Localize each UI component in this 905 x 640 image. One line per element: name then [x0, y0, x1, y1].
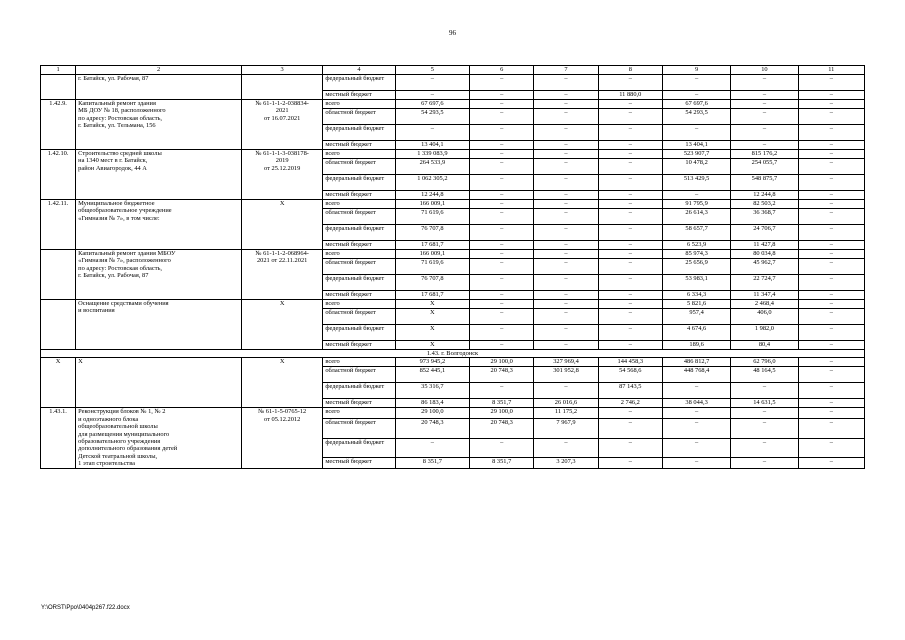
funding-source: местный бюджет — [323, 241, 395, 250]
value-cell: – — [798, 150, 864, 159]
value-cell: – — [470, 325, 534, 341]
value-cell: 58 657,7 — [662, 225, 730, 241]
value-cell: 85 974,3 — [662, 250, 730, 259]
value-cell: – — [534, 109, 598, 125]
value-cell: – — [798, 419, 864, 438]
value-cell: – — [470, 241, 534, 250]
value-cell: 13 404,1 — [395, 141, 469, 150]
value-cell: – — [731, 75, 798, 91]
value-cell: – — [395, 438, 469, 457]
value-cell: – — [534, 383, 598, 399]
value-cell: 6 523,9 — [662, 241, 730, 250]
group-row — [41, 150, 865, 159]
group-row — [41, 408, 865, 419]
value-cell: – — [470, 275, 534, 291]
value-cell: – — [534, 175, 598, 191]
page-number: 96 — [449, 29, 456, 37]
item-description: Х — [76, 358, 242, 408]
value-cell: 12 244,8 — [731, 191, 798, 200]
value-cell: 71 619,6 — [395, 259, 469, 275]
value-cell: 29 100,0 — [395, 408, 469, 419]
value-cell: – — [798, 341, 864, 350]
value-cell: – — [534, 91, 598, 100]
value-cell: – — [598, 309, 662, 325]
value-cell: – — [534, 75, 598, 91]
value-cell: – — [662, 191, 730, 200]
value-cell: – — [731, 408, 798, 419]
value-cell: – — [662, 457, 730, 468]
value-cell: – — [662, 125, 730, 141]
value-cell: – — [598, 275, 662, 291]
value-cell: – — [470, 100, 534, 109]
value-cell: – — [470, 209, 534, 225]
value-cell: – — [534, 191, 598, 200]
value-cell: – — [534, 125, 598, 141]
funding-source: местный бюджет — [323, 399, 395, 408]
value-cell: – — [395, 75, 469, 91]
funding-source: местный бюджет — [323, 91, 395, 100]
value-cell: – — [598, 325, 662, 341]
value-cell: – — [534, 341, 598, 350]
document-number: Х — [241, 200, 322, 250]
value-cell: 10 478,2 — [662, 159, 730, 175]
value-cell: – — [662, 438, 730, 457]
header-cell-8: 8 — [598, 66, 662, 75]
value-cell: 4 674,6 — [662, 325, 730, 341]
value-cell: 852 445,1 — [395, 367, 469, 383]
value-cell: – — [798, 259, 864, 275]
value-cell: 486 812,7 — [662, 358, 730, 367]
header-cell-5: 5 — [395, 66, 469, 75]
value-cell: 54 293,5 — [662, 109, 730, 125]
item-description: Реконструкция блоков № 1, № 2 и одноэтажного блока общеобразовательной школы для размещения муниципального образовательного учреждения дополнительного образования детей Детской театральной школы, 1 этап строительства — [76, 408, 242, 468]
value-cell: – — [470, 125, 534, 141]
value-cell: 11 175,2 — [534, 408, 598, 419]
value-cell: 406,0 — [731, 309, 798, 325]
value-cell: – — [534, 150, 598, 159]
value-cell: – — [798, 200, 864, 209]
value-cell: 2 468,4 — [731, 300, 798, 309]
value-cell: – — [470, 291, 534, 300]
value-cell: – — [662, 75, 730, 91]
value-cell: 54 293,5 — [395, 109, 469, 125]
value-cell: – — [534, 291, 598, 300]
value-cell: 957,4 — [662, 309, 730, 325]
item-number — [41, 300, 76, 350]
value-cell: – — [798, 141, 864, 150]
value-cell: 36 368,7 — [731, 209, 798, 225]
value-cell: 513 429,5 — [662, 175, 730, 191]
value-cell: 22 724,7 — [731, 275, 798, 291]
value-cell: – — [395, 125, 469, 141]
value-cell: 29 100,0 — [470, 408, 534, 419]
funding-source: федеральный бюджет — [323, 125, 395, 141]
value-cell: – — [534, 438, 598, 457]
value-cell: 86 183,4 — [395, 399, 469, 408]
group-row — [41, 75, 865, 91]
value-cell: – — [534, 259, 598, 275]
funding-source: областной бюджет — [323, 309, 395, 325]
value-cell: 8 351,7 — [470, 457, 534, 468]
value-cell: – — [598, 191, 662, 200]
header-row — [41, 66, 865, 75]
value-cell: 62 796,0 — [731, 358, 798, 367]
value-cell: – — [598, 419, 662, 438]
value-cell: – — [798, 225, 864, 241]
value-cell: – — [798, 91, 864, 100]
value-cell: 76 707,8 — [395, 275, 469, 291]
value-cell: 38 044,3 — [662, 399, 730, 408]
value-cell: – — [798, 457, 864, 468]
value-cell: 7 967,9 — [534, 419, 598, 438]
value-cell: – — [470, 200, 534, 209]
funding-source: областной бюджет — [323, 419, 395, 438]
value-cell: 20 748,3 — [470, 367, 534, 383]
item-description: Капитальный ремонт здания МБОУ «Гимназия № 7», расположенного по адресу: Ростовская область, г. Батайск, ул. Рабочая, 87 — [76, 250, 242, 300]
value-cell: – — [470, 75, 534, 91]
value-cell: – — [598, 109, 662, 125]
value-cell: – — [798, 125, 864, 141]
value-cell: – — [395, 91, 469, 100]
document-number: Х — [241, 300, 322, 350]
value-cell: – — [598, 100, 662, 109]
header-cell-11: 11 — [798, 66, 864, 75]
document-number: Х — [241, 358, 322, 408]
value-cell: 5 821,6 — [662, 300, 730, 309]
value-cell: 166 009,1 — [395, 250, 469, 259]
section-title: 1.43. г. Волгодонск — [41, 350, 865, 358]
group-row — [41, 300, 865, 309]
value-cell: – — [598, 225, 662, 241]
value-cell: – — [731, 125, 798, 141]
value-cell: – — [598, 438, 662, 457]
item-description: Муниципальное бюджетное общеобразовательное учреждение «Гимназия № 7», в том числе: — [76, 200, 242, 250]
value-cell: – — [470, 159, 534, 175]
value-cell: 1 982,0 — [731, 325, 798, 341]
funding-source: областной бюджет — [323, 109, 395, 125]
funding-source: всего — [323, 150, 395, 159]
document-number: № 61-1-1-2-068964- 2021 от 22.11.2021 — [241, 250, 322, 300]
item-description: г. Батайск, ул. Рабочая, 87 — [76, 75, 242, 100]
file-path-footer: Y:\ORST\Ppo\0404p267.f22.docx — [41, 605, 130, 611]
value-cell: – — [598, 259, 662, 275]
header-cell-2: 2 — [76, 66, 242, 75]
value-cell: – — [798, 275, 864, 291]
value-cell: – — [731, 141, 798, 150]
header-cell-1: 1 — [41, 66, 76, 75]
value-cell: – — [598, 250, 662, 259]
value-cell: 26 016,6 — [534, 399, 598, 408]
group-row — [41, 250, 865, 259]
value-cell: – — [534, 100, 598, 109]
value-cell: 17 681,7 — [395, 291, 469, 300]
value-cell: – — [798, 100, 864, 109]
value-cell: – — [598, 291, 662, 300]
funding-source: федеральный бюджет — [323, 438, 395, 457]
value-cell: – — [534, 250, 598, 259]
value-cell: – — [598, 125, 662, 141]
value-cell: 1 339 083,9 — [395, 150, 469, 159]
header-cell-3: 3 — [241, 66, 322, 75]
item-description: Строительство средней школы на 1340 мест в г. Батайск, район Авиагородок, 44 А — [76, 150, 242, 200]
value-cell: – — [598, 209, 662, 225]
item-description: Капитальный ремонт здания МБ ДОУ № 18, расположенного по адресу: Ростовская область, г. Батайск, ул. Тельмана, 156 — [76, 100, 242, 150]
value-cell: 91 795,9 — [662, 200, 730, 209]
value-cell: 20 748,3 — [470, 419, 534, 438]
value-cell: 189,6 — [662, 341, 730, 350]
value-cell: – — [731, 457, 798, 468]
value-cell: 166 009,1 — [395, 200, 469, 209]
item-description: Оснащение средствами обучения и воспитания — [76, 300, 242, 350]
value-cell: – — [798, 438, 864, 457]
value-cell: – — [598, 457, 662, 468]
funding-source: всего — [323, 408, 395, 419]
value-cell: – — [798, 191, 864, 200]
funding-source: федеральный бюджет — [323, 225, 395, 241]
value-cell: – — [598, 175, 662, 191]
value-cell: – — [598, 141, 662, 150]
funding-source: федеральный бюджет — [323, 383, 395, 399]
item-number: 1.42.11. — [41, 200, 76, 250]
item-number: 1.43.1. — [41, 408, 76, 468]
value-cell: – — [798, 241, 864, 250]
value-cell: – — [470, 309, 534, 325]
value-cell: – — [731, 438, 798, 457]
value-cell: – — [731, 100, 798, 109]
value-cell: 144 458,3 — [598, 358, 662, 367]
document-number: № 61-1-1-2-038834- 2021 от 16.07.2021 — [241, 100, 322, 150]
header-cell-9: 9 — [662, 66, 730, 75]
value-cell: 6 334,3 — [662, 291, 730, 300]
value-cell: – — [598, 341, 662, 350]
value-cell: – — [470, 191, 534, 200]
header-cell-10: 10 — [731, 66, 798, 75]
value-cell: 45 962,7 — [731, 259, 798, 275]
value-cell: – — [798, 175, 864, 191]
funding-source: федеральный бюджет — [323, 75, 395, 91]
value-cell: – — [470, 300, 534, 309]
value-cell: – — [598, 150, 662, 159]
funding-source: областной бюджет — [323, 259, 395, 275]
value-cell: 12 244,8 — [395, 191, 469, 200]
value-cell: 264 533,9 — [395, 159, 469, 175]
value-cell: – — [662, 383, 730, 399]
item-number: Х — [41, 358, 76, 408]
value-cell: 11 880,0 — [598, 91, 662, 100]
value-cell: – — [798, 383, 864, 399]
value-cell: – — [662, 419, 730, 438]
value-cell: – — [798, 209, 864, 225]
funding-source: всего — [323, 358, 395, 367]
value-cell: – — [731, 109, 798, 125]
value-cell: Х — [395, 325, 469, 341]
value-cell: – — [798, 309, 864, 325]
value-cell: Х — [395, 309, 469, 325]
value-cell: – — [470, 109, 534, 125]
value-cell: – — [534, 309, 598, 325]
value-cell: – — [470, 250, 534, 259]
value-cell: 67 697,6 — [662, 100, 730, 109]
value-cell: – — [731, 419, 798, 438]
value-cell: – — [662, 91, 730, 100]
value-cell: – — [470, 141, 534, 150]
value-cell: 8 351,7 — [395, 457, 469, 468]
value-cell: – — [798, 399, 864, 408]
value-cell: – — [534, 200, 598, 209]
value-cell: 3 207,3 — [534, 457, 598, 468]
value-cell: 254 055,7 — [731, 159, 798, 175]
value-cell: – — [798, 408, 864, 419]
value-cell: 80,4 — [731, 341, 798, 350]
value-cell: – — [534, 275, 598, 291]
value-cell: 523 907,7 — [662, 150, 730, 159]
value-cell: – — [798, 159, 864, 175]
value-cell: – — [534, 241, 598, 250]
value-cell: 448 768,4 — [662, 367, 730, 383]
value-cell: 76 707,8 — [395, 225, 469, 241]
funding-source: областной бюджет — [323, 209, 395, 225]
funding-source: всего — [323, 200, 395, 209]
funding-source: всего — [323, 100, 395, 109]
document-number: № 61-1-1-3-038178- 2019 от 25.12.2019 — [241, 150, 322, 200]
document-number — [241, 75, 322, 100]
value-cell: – — [470, 225, 534, 241]
value-cell: 20 748,3 — [395, 419, 469, 438]
section-row — [41, 350, 865, 358]
value-cell: – — [598, 75, 662, 91]
value-cell: 2 746,2 — [598, 399, 662, 408]
funding-source: областной бюджет — [323, 159, 395, 175]
item-number — [41, 250, 76, 300]
budget-table — [40, 65, 865, 469]
value-cell: – — [470, 91, 534, 100]
funding-source: всего — [323, 250, 395, 259]
value-cell: – — [798, 75, 864, 91]
funding-source: всего — [323, 300, 395, 309]
header-cell-7: 7 — [534, 66, 598, 75]
value-cell: – — [731, 383, 798, 399]
group-row — [41, 200, 865, 209]
value-cell: – — [470, 438, 534, 457]
value-cell: 13 404,1 — [662, 141, 730, 150]
group-row — [41, 100, 865, 109]
value-cell: 54 568,6 — [598, 367, 662, 383]
group-row — [41, 358, 865, 367]
item-number: 1.42.9. — [41, 100, 76, 150]
value-cell: – — [534, 209, 598, 225]
funding-source: местный бюджет — [323, 341, 395, 350]
value-cell: 48 164,5 — [731, 367, 798, 383]
value-cell: 973 945,2 — [395, 358, 469, 367]
value-cell: – — [598, 300, 662, 309]
value-cell: – — [598, 408, 662, 419]
funding-source: местный бюджет — [323, 141, 395, 150]
value-cell: – — [798, 325, 864, 341]
value-cell: 25 656,9 — [662, 259, 730, 275]
value-cell: – — [798, 250, 864, 259]
value-cell: – — [470, 259, 534, 275]
value-cell: – — [798, 291, 864, 300]
value-cell: 11 347,4 — [731, 291, 798, 300]
value-cell: – — [470, 175, 534, 191]
value-cell: – — [534, 300, 598, 309]
funding-source: местный бюджет — [323, 191, 395, 200]
value-cell: – — [598, 200, 662, 209]
value-cell: 67 697,6 — [395, 100, 469, 109]
document-number: № 61-1-5-0765-12 от 05.12.2012 — [241, 408, 322, 468]
value-cell: – — [470, 341, 534, 350]
value-cell: – — [798, 367, 864, 383]
value-cell: – — [598, 241, 662, 250]
value-cell: 80 034,8 — [731, 250, 798, 259]
value-cell: 14 631,5 — [731, 399, 798, 408]
value-cell: 35 316,7 — [395, 383, 469, 399]
value-cell: 301 952,8 — [534, 367, 598, 383]
value-cell: Х — [395, 300, 469, 309]
value-cell: 815 176,2 — [731, 150, 798, 159]
funding-source: федеральный бюджет — [323, 175, 395, 191]
funding-source: федеральный бюджет — [323, 325, 395, 341]
funding-source: областной бюджет — [323, 367, 395, 383]
header-cell-6: 6 — [470, 66, 534, 75]
value-cell: – — [534, 159, 598, 175]
value-cell: 8 351,7 — [470, 399, 534, 408]
value-cell: 548 875,7 — [731, 175, 798, 191]
value-cell: 1 062 305,2 — [395, 175, 469, 191]
value-cell: – — [798, 358, 864, 367]
value-cell: – — [598, 159, 662, 175]
value-cell: – — [534, 325, 598, 341]
funding-source: местный бюджет — [323, 291, 395, 300]
item-number — [41, 75, 76, 100]
value-cell: 26 614,3 — [662, 209, 730, 225]
value-cell: – — [470, 383, 534, 399]
value-cell: 24 706,7 — [731, 225, 798, 241]
value-cell: – — [534, 225, 598, 241]
value-cell: 87 143,5 — [598, 383, 662, 399]
value-cell: – — [534, 141, 598, 150]
value-cell: 11 427,8 — [731, 241, 798, 250]
value-cell: – — [798, 109, 864, 125]
funding-source: федеральный бюджет — [323, 275, 395, 291]
value-cell: – — [470, 150, 534, 159]
value-cell: 29 100,0 — [470, 358, 534, 367]
value-cell: 82 503,2 — [731, 200, 798, 209]
item-number: 1.42.10. — [41, 150, 76, 200]
value-cell: 17 681,7 — [395, 241, 469, 250]
value-cell: Х — [395, 341, 469, 350]
header-cell-4: 4 — [323, 66, 395, 75]
funding-source: местный бюджет — [323, 457, 395, 468]
value-cell: – — [731, 91, 798, 100]
value-cell: 327 969,4 — [534, 358, 598, 367]
value-cell: – — [662, 408, 730, 419]
value-cell: 71 619,6 — [395, 209, 469, 225]
value-cell: – — [798, 300, 864, 309]
value-cell: 53 983,1 — [662, 275, 730, 291]
